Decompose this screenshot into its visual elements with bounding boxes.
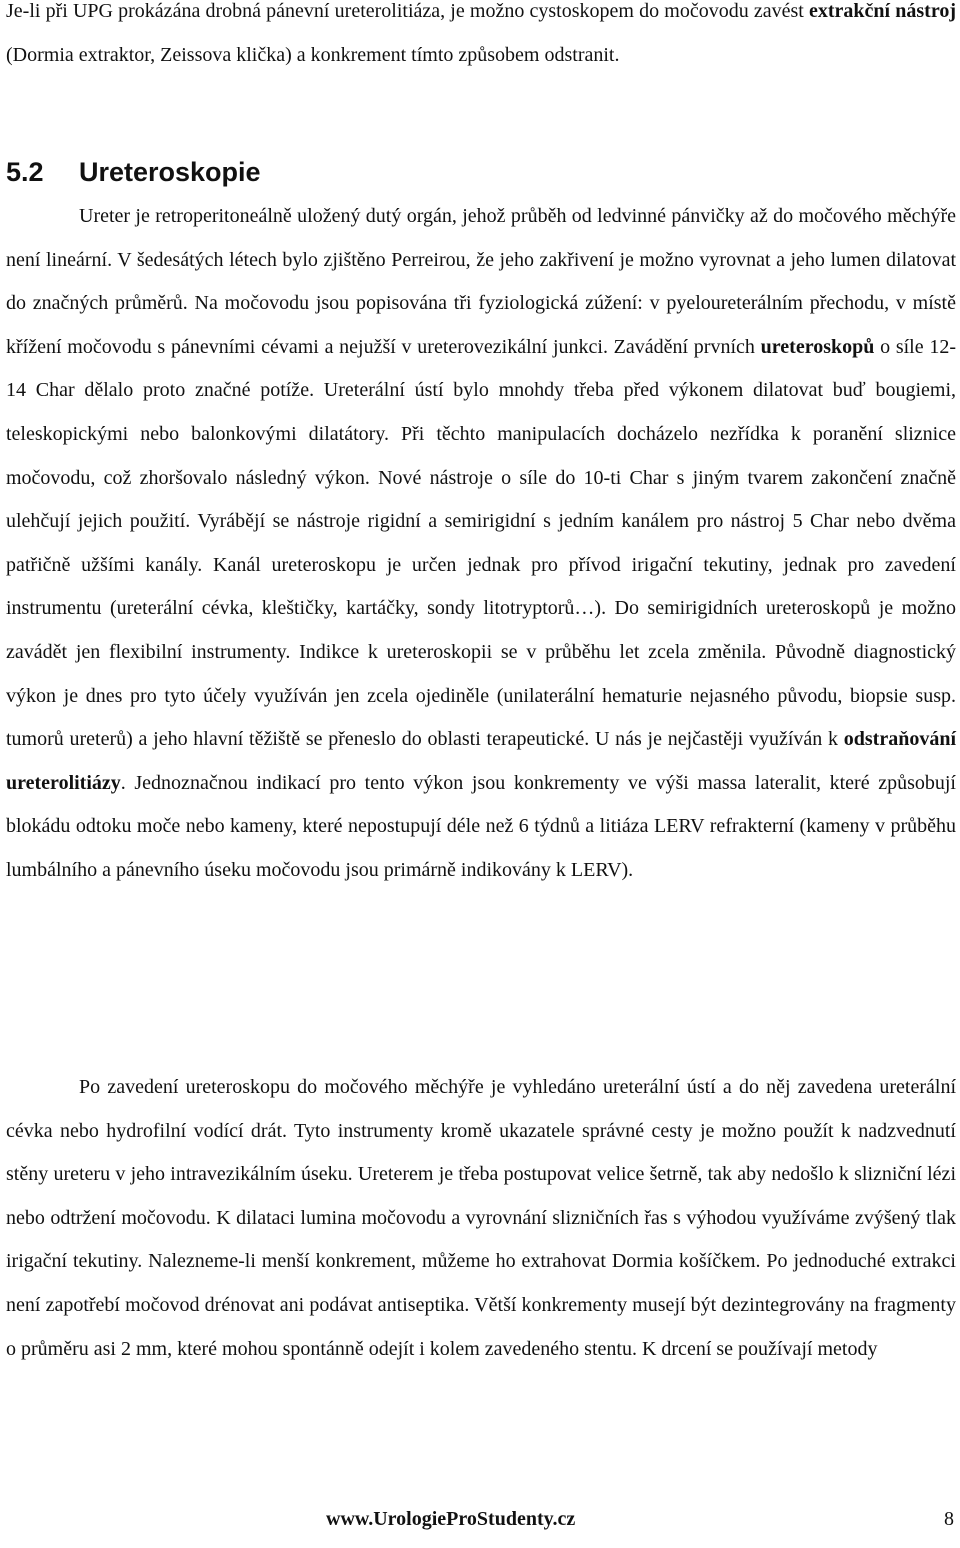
bold-term: ureteroskopů	[760, 335, 875, 358]
paragraph-procedure	[6, 1066, 956, 1371]
page-footer	[6, 1508, 956, 1548]
text-run: Je-li při UPG prokázána drobná pánevní ureterolitiáza, je možno cystoskopem do močovodu zavést	[6, 0, 809, 22]
section-heading	[6, 150, 261, 195]
page-number: 8	[944, 1508, 954, 1530]
bold-term: odstraňování ureterolitiázy	[6, 728, 956, 794]
paragraph-ureteroskopie	[6, 195, 956, 893]
section-number: 5.2	[6, 157, 44, 187]
paragraph-text: Po zavedení ureteroskopu do močového měchýře je vyhledáno ureterální ústí a do něj zavedena ureterální cévka nebo hydrofilní vodící drát. Tyto instrumenty kromě ukazatele správné cesty je možno použít k nadzvednutí stěny ureteru v jeho intravezikálním úseku. Ureterem je třeba postupovat velice šetrně, tak aby nedošlo k slizniční lézi nebo odtržení močovodu. K dilataci lumina močovodu a vyrovnání slizničních řas s výhodou využíváme zvýšený tlak irigační tekutiny. Nalezneme-li menší konkrement, můžeme ho extrahovat Dormia košíčkem. Po jednoduché extrakci není zapotřebí močovod drénovat ani podávat antiseptika. Větší konkrementy musejí být dezintegrovány na fragmenty o průměru asi 2 mm, které mohou spontánně odejít i kolem zavedeného stentu. K drcení se používají metody	[6, 1076, 956, 1360]
text-run: . Jednoznačnou indikací pro tento výkon jsou konkrementy ve výši massa lateralit, které způsobují blokádu odtoku moče nebo kameny, které nepostupují déle než 6 týdnů a litiáza LERV refrakterní (kameny v průběhu lumbálního a pánevního úseku močovodu jsou primárně indikovány k LERV).	[6, 771, 956, 881]
footer-website: www.UrologieProStudenty.cz	[326, 1508, 576, 1530]
text-run: o síle 12-14 Char dělalo proto značné potíže. Ureterální ústí bylo mnohdy třeba před výkonem dilatovat buď bougiemi, teleskopickými nebo balonkovými dilatátory. Při těchto manipulacích docházelo nezřídka k poranění sliznice močovodu, což zhoršovalo následný výkon. Nové nástroje o síle do 10-ti Char s jiným tvarem zakončení značně ulehčují jejich použití. Vyrábějí se nástroje rigidní a semirigidní s jedním kanálem pro nástroj 5 Char nebo dvěma patřičně užšími kanály. Kanál ureteroskopu je určen jednak pro přívod irigační tekutiny, jednak pro zavedení instrumentu (ureterální cévka, kleštičky, kartáčky, sondy litotryptorů…). Do semirigidních ureteroskopů je možno zavádět jen flexibilní instrumenty. Indikce k ureteroskopii se v průběhu let zcela změnila. Původně diagnostický výkon je dnes pro tyto účely využíván jen zcela ojediněle (unilaterální hematurie nejasného původu, biopsie susp. tumorů ureterů) a jeho hlavní těžiště se přeneslo do oblasti terapeutické. U nás je nejčastěji využíván k	[6, 335, 957, 751]
paragraph-intro	[6, 0, 956, 77]
paragraph-text	[6, 195, 956, 893]
bold-term: extrakční nástroj	[809, 0, 956, 22]
section-title: Ureteroskopie	[79, 157, 261, 187]
paragraph-text	[6, 0, 956, 77]
text-run: Ureter je retroperitoneálně uložený dutý orgán, jehož průběh od ledvinné pánvičky až do močového měchýře není lineární. V šedesátých létech bylo zjištěno Perreirou, že jeho zakřivení je možno vyrovnat a jeho lumen dilatovat do značných průměrů. Na močovodu jsou popisována tři fyziologická zúžení: v pyeloureterálním přechodu, v místě křížení močovodu s pánevními cévami a nejužší v ureterovezikální junkci. Zavádění prvních	[6, 205, 956, 358]
text-run: (Dormia extraktor, Zeissova klička) a konkrement tímto způsobem odstranit.	[6, 43, 620, 66]
